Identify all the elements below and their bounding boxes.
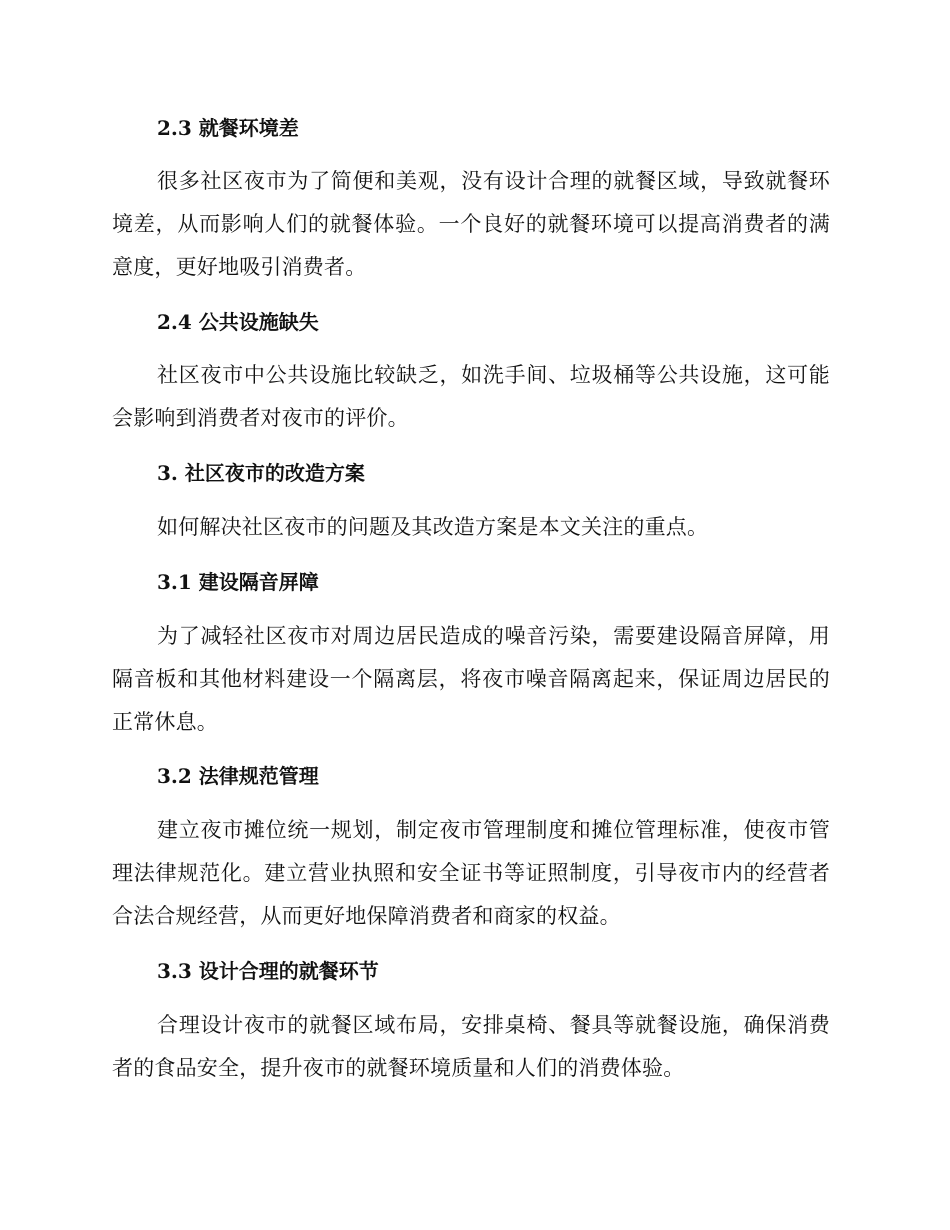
- section-heading-3-2: 3.2 法律规范管理: [157, 764, 319, 788]
- section-heading-3-1: 3.1 建设隔音屏障: [157, 570, 319, 594]
- section-paragraph-3-2: 建立夜市摊位统一规划，制定夜市管理制度和摊位管理标准，使夜市管理法律规范化。建立营业执照和安全证书等证照制度，引导夜市内的经营者合法合规经营，从而更好地保障消费者和商家的权益。: [112, 818, 830, 928]
- section-paragraph-3-3: 合理设计夜市的就餐区域布局，安排桌椅、餐具等就餐设施，确保消费者的食品安全，提升夜市的就餐环境质量和人们的消费体验。: [112, 1013, 830, 1080]
- section-paragraph-2-4: 社区夜市中公共设施比较缺乏，如洗手间、垃圾桶等公共设施，这可能会影响到消费者对夜市的评价。: [112, 363, 830, 430]
- section-heading-3: 3. 社区夜市的改造方案: [157, 461, 365, 485]
- section-paragraph-3: 如何解决社区夜市的问题及其改造方案是本文关注的重点。: [157, 515, 709, 539]
- section-paragraph-2-3: 很多社区夜市为了简便和美观，没有设计合理的就餐区域，导致就餐环境差，从而影响人们的就餐体验。一个良好的就餐环境可以提高消费者的满意度，更好地吸引消费者。: [112, 169, 830, 279]
- section-paragraph-3-1: 为了减轻社区夜市对周边居民造成的噪音污染，需要建设隔音屏障，用隔音板和其他材料建设一个隔离层，将夜市噪音隔离起来，保证周边居民的正常休息。: [112, 624, 830, 734]
- section-heading-2-4: 2.4 公共设施缺失: [157, 310, 319, 334]
- section-heading-3-3: 3.3 设计合理的就餐环节: [157, 959, 379, 983]
- section-heading-2-3: 2.3 就餐环境差: [157, 116, 299, 140]
